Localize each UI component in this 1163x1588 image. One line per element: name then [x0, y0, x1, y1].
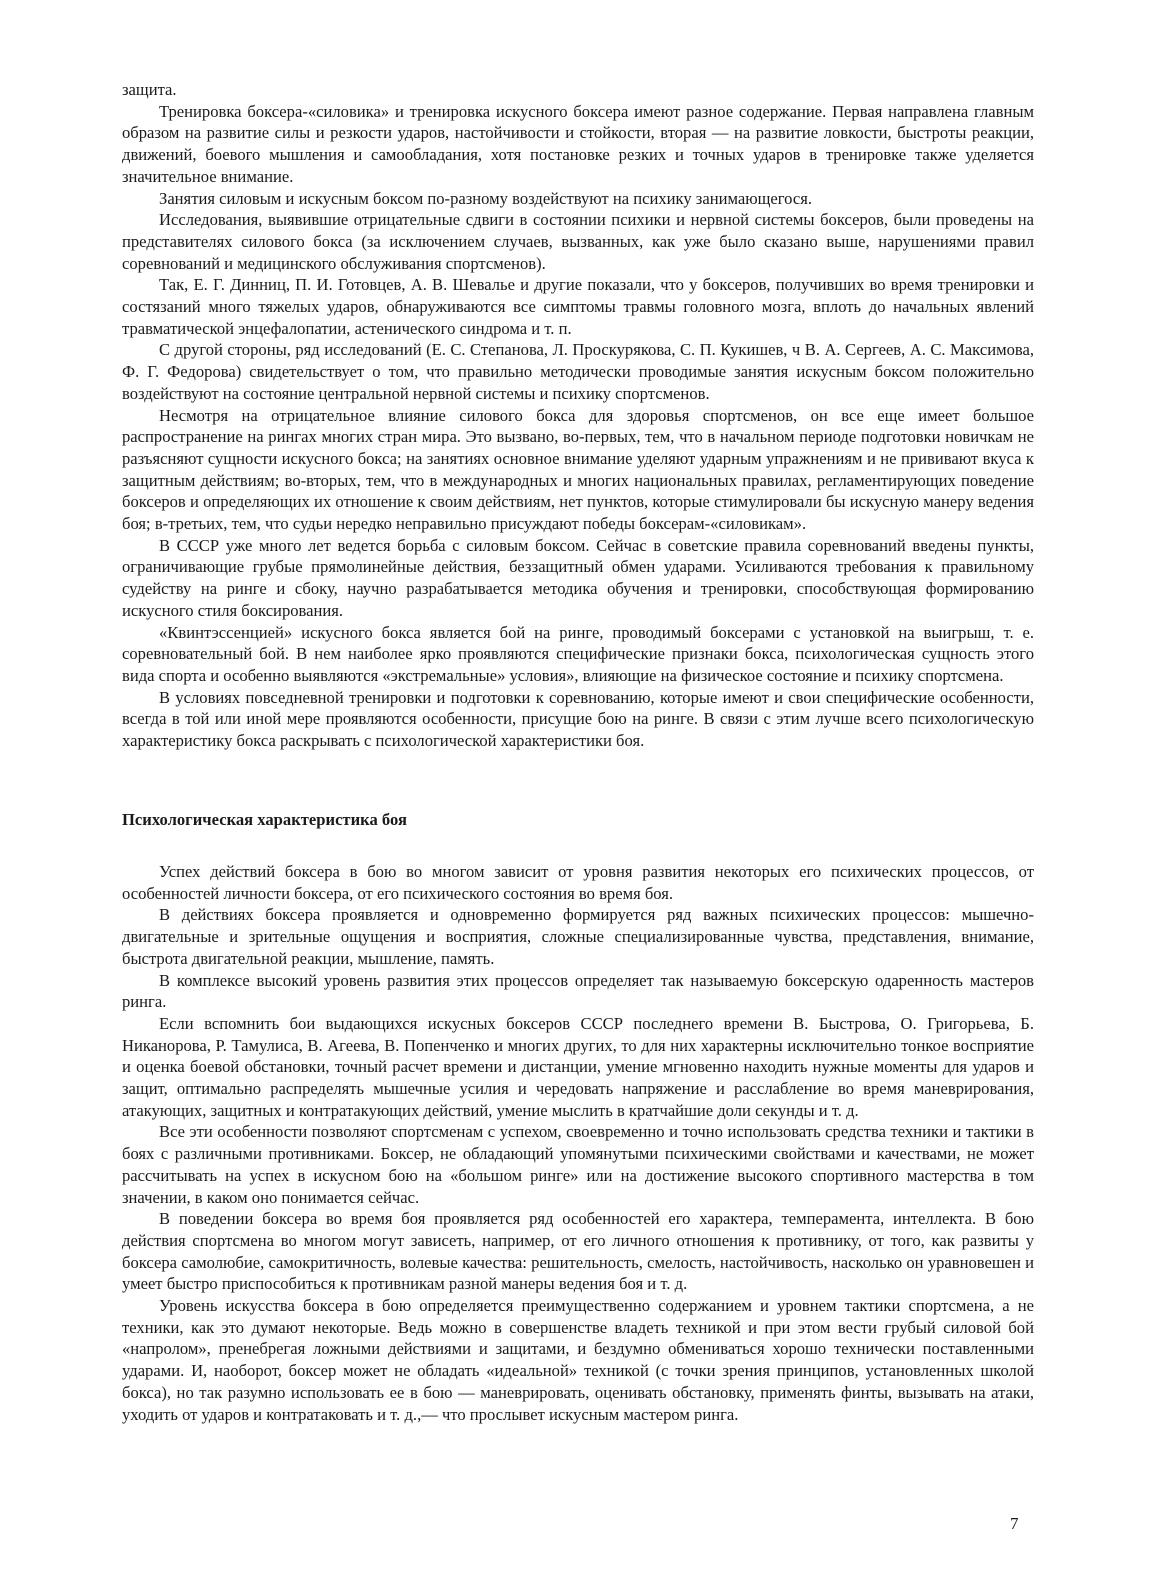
paragraph: Занятия силовым и искусным боксом по-разному воздействуют на психику занимающегося. [159, 188, 813, 208]
top-text-block [122, 79, 1034, 752]
paragraph: Несмотря на отрицательное влияние силового бокса для здоровья спортсменов, он все еще имеет большое распространение на рингах многих стран мира. Это вызвано, во-первых, тем, что в начальном периоде подготовки новичкам не разъясняют сущности искусного бокса; на занятиях основное внимание уделяют ударным упражнениям и не прививают вкуса к защитным действиям; во-вторых, тем, что в международных и многих национальных правилах, регламентирующих поведение боксеров и определяющих их отношение к своим действиям, нет пунктов, которые стимулировали бы искусную манеру ведения боя; в-третьих, тем, что судьи нередко неправильно присуждают победы боксерам-«силовикам». [122, 405, 1034, 534]
paragraph: В поведении боксера во время боя проявляется ряд особенностей его характера, темперамента, интеллекта. В бою действия спортсмена во многом могут зависеть, например, от его личного отношения к противнику, от того, как развиты у боксера самолюбие, самокритичность, волевые качества: решительность, смелость, настойчивость, насколько он уравновешен и умеет быстро приспособиться к противникам разной манеры ведения боя и т. д. [122, 1209, 1034, 1294]
paragraph: Если вспомнить бои выдающихся искусных боксеров СССР последнего времени В. Быстрова, О. Григорьева, Б. Никанорова, Р. Тамулиса, В. Агеева, В. Попенченко и многих других, то для них характерны исключительно тонкое восприятие и оценка боевой обстановки, точный расчет времени и дистанции, умение мгновенно находить нужные моменты для ударов и защит, оптимально распределять мышечные усилия и чередовать напряжение и расслабление во время маневрирования, атакующих, защитных и контратакующих действий, умение мыслить в кратчайшие доли секунды и т. д. [122, 1013, 1034, 1120]
paragraph: Тренировка боксера-«силовика» и тренировка искусного боксера имеют разное содержание. Первая направлена главным образом на развитие силы и резкости ударов, настойчивости и стойкости, вторая — на развитие ловкости, быстроты реакции, движений, боевого мышления и самообладания, хотя постановке резких и точных ударов в тренировке также уделяется значительное внимание. [122, 101, 1034, 186]
paragraph: В СССР уже много лет ведется борьба с силовым боксом. Сейчас в советские правила соревнований введены пункты, ограничивающие грубые прямолинейные действия, беззащитный обмен ударами. Усиливаются требования к правильному судейству на ринге и сбоку, научно разрабатывается методика обучения и тренировки, способствующая формированию искусного стиля боксирования. [122, 535, 1034, 620]
paragraph: С другой стороны, ряд исследований (Е. С. Степанова, Л. Проскурякова, С. П. Кукишев, ч В. А. Сергеев, А. С. Максимова, Ф. Г. Федорова) свидетельствует о том, что правильно методически проводимые занятия искусным боксом положительно воздействуют на состояние центральной нервной системы и психику спортсменов. [122, 340, 1034, 403]
paragraph: Успех действий боксера в бою во многом зависит от уровня развития некоторых его психических процессов, от особенностей личности боксера, от его психического состояния во время боя. [122, 862, 1034, 903]
page-number: 7 [1010, 1514, 1019, 1533]
paragraph: защита. [122, 80, 177, 99]
bottom-text-block [122, 861, 1034, 1425]
paragraph: В действиях боксера проявляется и одновременно формируется ряд важных психических процессов: мышечно-двигательные и зрительные ощущения и восприятия, сложные специализированные чувства, представления, внимание, быстрота двигательной реакции, мышление, память. [122, 905, 1034, 968]
paragraph: Исследования, выявившие отрицательные сдвиги в состоянии психики и нервной системы боксеров, были проведены на представителях силового бокса (за исключением случаев, вызванных, как уже было сказано выше, нарушениями правил соревнований и медицинского обслуживания спортсменов). [122, 210, 1034, 273]
paragraph: Так, Е. Г. Динниц, П. И. Готовцев, А. В. Шевалье и другие показали, что у боксеров, получивших во время тренировки и состязаний много тяжелых ударов, обнаруживаются все симптомы травмы головного мозга, вплоть до начальных явлений травматической энцефалопатии, астенического синдрома и т. п. [122, 275, 1034, 338]
section-heading: Психологическая характеристика боя [122, 810, 407, 829]
paragraph: В комплексе высокий уровень развития этих процессов определяет так называемую боксерскую одаренность мастеров ринга. [122, 970, 1034, 1012]
paragraph: «Квинтэссенцией» искусного бокса является бой на ринге, проводимый боксерами с установкой на выигрыш, т. е. соревновательный бой. В нем наиболее ярко проявляются специфические признаки бокса, психологическая сущность этого вида спорта и особенно выявляются «экстремальные» условия», влияющие на физическое состояние и психику спортсмена. [122, 622, 1034, 685]
paragraph: Уровень искусства боксера в бою определяется преимущественно содержанием и уровнем тактики спортсмена, а не техники, как это думают некоторые. Ведь можно в совершенстве владеть техникой и при этом вести грубый силовой бой «напролом», пренебрегая ложными действиями и защитами, и бездумно обмениваться хорошо технически поставленными ударами. И, наоборот, боксер может не обладать «идеальной» техникой (с точки зрения принципов, установленных школой бокса), но так разумно использовать ее в бою — маневрировать, оценивать обстановку, применять финты, вызывать на атаки, уходить от ударов и контратаковать и т. д.,— что прослывет искусным мастером ринга. [122, 1296, 1034, 1424]
paragraph: Все эти особенности позволяют спортсменам с успехом, своевременно и точно использовать средства техники и тактики в боях с различными противниками. Боксер, не обладающий упомянутыми психическими свойствами и качествами, не может рассчитывать на успех в искусном бою на «большом ринге» или на достижение высокого спортивного мастерства в том значении, в каком оно понимается сейчас. [122, 1122, 1034, 1207]
paragraph: В условиях повседневной тренировки и подготовки к соревнованию, которые имеют и свои специфические особенности, всегда в той или иной мере проявляются особенности, присущие бою на ринге. В связи с этим лучше всего психологическую характеристику бокса раскрывать с психологической характеристики боя. [122, 687, 1034, 751]
